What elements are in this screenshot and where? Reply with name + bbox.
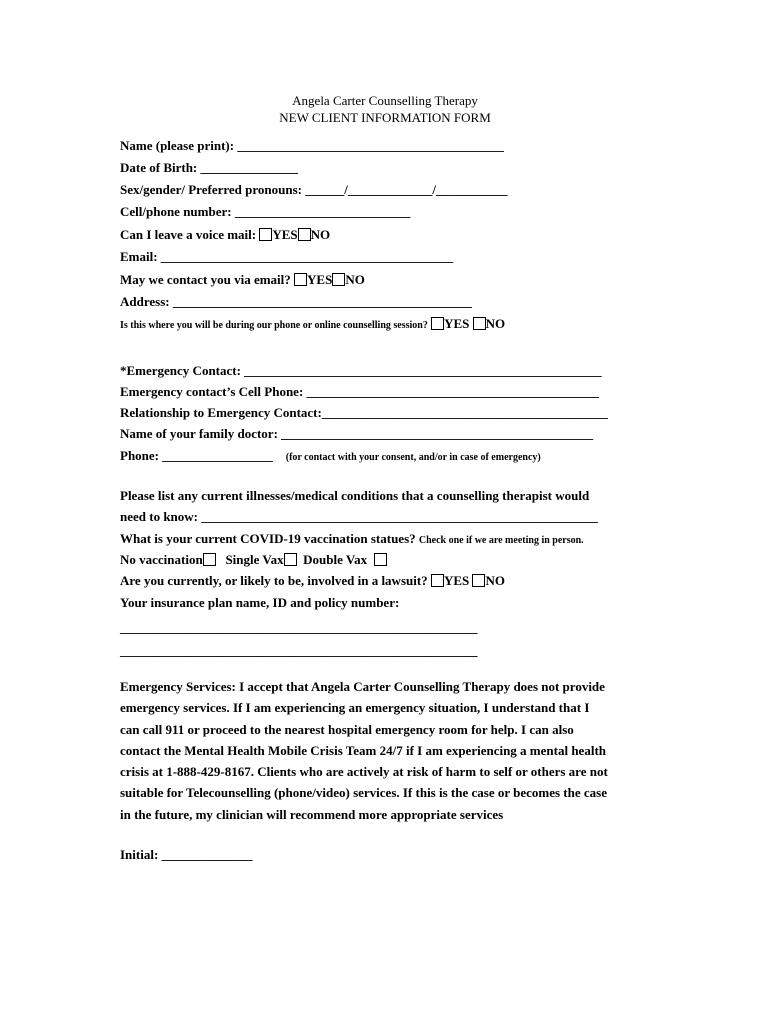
lawsuit-row [120,573,505,589]
voicemail-no-checkbox[interactable] [298,228,311,241]
lawsuit-no-checkbox[interactable] [472,574,485,587]
lawsuit-question: Are you currently, or likely to be, involved in a lawsuit? [120,573,428,588]
single-vax-label: Single Vax [225,552,284,567]
email-yes-label: YES [307,272,333,287]
lawsuit-yes-label: YES [443,573,470,588]
pronouns-field[interactable]: Sex/gender/ Preferred pronouns: ______/_____________/___________ [120,182,508,197]
no-vax-label: No vaccination [120,552,203,567]
phone-note: (for contact with your consent, and/or in case of emergency) [285,452,541,463]
medical-field[interactable]: need to know: _____________________________________________________________ [120,509,598,524]
dob-field[interactable]: Date of Birth: _______________ [120,160,299,175]
emergency-cell-field[interactable]: Emergency contact’s Cell Phone: _____________________________________________ [120,384,600,399]
voicemail-question: Can I leave a voice mail: [120,227,257,242]
vaccination-row [120,552,387,568]
email-field[interactable]: Email: _____________________________________________ [120,249,454,264]
email-no-checkbox[interactable] [332,273,345,286]
es-line-7: in the future, my clinician will recommend more appropriate services [120,806,504,822]
voicemail-yes-checkbox[interactable] [259,228,272,241]
form-title: NEW CLIENT INFORMATION FORM [279,110,491,125]
insurance-blank-2[interactable]: _______________________________________________________ [120,643,478,658]
initial-field[interactable]: Initial: ______________ [120,847,253,862]
double-vax-label: Double Vax [303,552,368,567]
no-vax-checkbox[interactable] [203,553,216,566]
email-yes-checkbox[interactable] [294,273,307,286]
session-location-question: Is this where you will be during our phone or online counselling session? [120,320,428,331]
covid-row [120,531,584,549]
medical-line-1: Please list any current illnesses/medical conditions that a counselling therapist would [120,488,590,503]
phone-row [120,448,541,466]
address-field[interactable]: Address: ______________________________________________ [120,294,472,309]
relationship-field[interactable]: Relationship to Emergency Contact:____________________________________________ [120,405,608,420]
es-line-5: crisis at 1-888-429-8167. Clients who are actively at risk of harm to self or others are not [120,764,608,780]
voicemail-row [120,227,330,243]
es-line-4: contact the Mental Health Mobile Crisis Team 24/7 if I am experiencing a mental health [120,742,607,758]
lawsuit-yes-checkbox[interactable] [431,574,444,587]
covid-note: Check one if we are meeting in person. [418,535,584,546]
doctor-field[interactable]: Name of your family doctor: ________________________________________________ [120,426,594,441]
org-name: Angela Carter Counselling Therapy [292,93,478,108]
voicemail-yes-label: YES [272,227,298,242]
email-contact-row [120,272,365,288]
insurance-label: Your insurance plan name, ID and policy number: [120,595,400,610]
covid-question: What is your current COVID-19 vaccination statues? [120,531,416,546]
session-yes-checkbox[interactable] [431,317,444,330]
double-vax-checkbox[interactable] [374,553,387,566]
name-field[interactable]: Name (please print): _________________________________________ [120,138,504,153]
es-line-2: emergency services. If I am experiencing an emergency situation, I understand that I [120,700,590,716]
emergency-services-paragraph [120,676,650,825]
session-location-row [120,316,505,334]
lawsuit-no-label: NO [485,573,505,588]
es-line-6: suitable for Telecounselling (phone/video) services. If this is the case or becomes the case [120,785,607,801]
es-line-3: can call 911 or proceed to the nearest hospital emergency room for help. I can also [120,721,574,737]
voicemail-no-label: NO [310,227,331,242]
session-yes-label: YES [444,316,470,331]
cell-field[interactable]: Cell/phone number: ___________________________ [120,204,411,219]
es-line-1: Emergency Services: I accept that Angela Carter Counselling Therapy does not provide [120,679,605,694]
session-no-label: NO [485,316,506,331]
email-no-label: NO [345,272,365,287]
insurance-blank-1[interactable]: _______________________________________________________ [120,620,478,635]
single-vax-checkbox[interactable] [284,553,297,566]
email-contact-question: May we contact you via email? [120,272,291,287]
session-no-checkbox[interactable] [473,317,486,330]
phone-field[interactable]: Phone: _________________ [120,448,273,463]
emergency-contact-field[interactable]: *Emergency Contact: _______________________________________________________ [120,363,602,378]
